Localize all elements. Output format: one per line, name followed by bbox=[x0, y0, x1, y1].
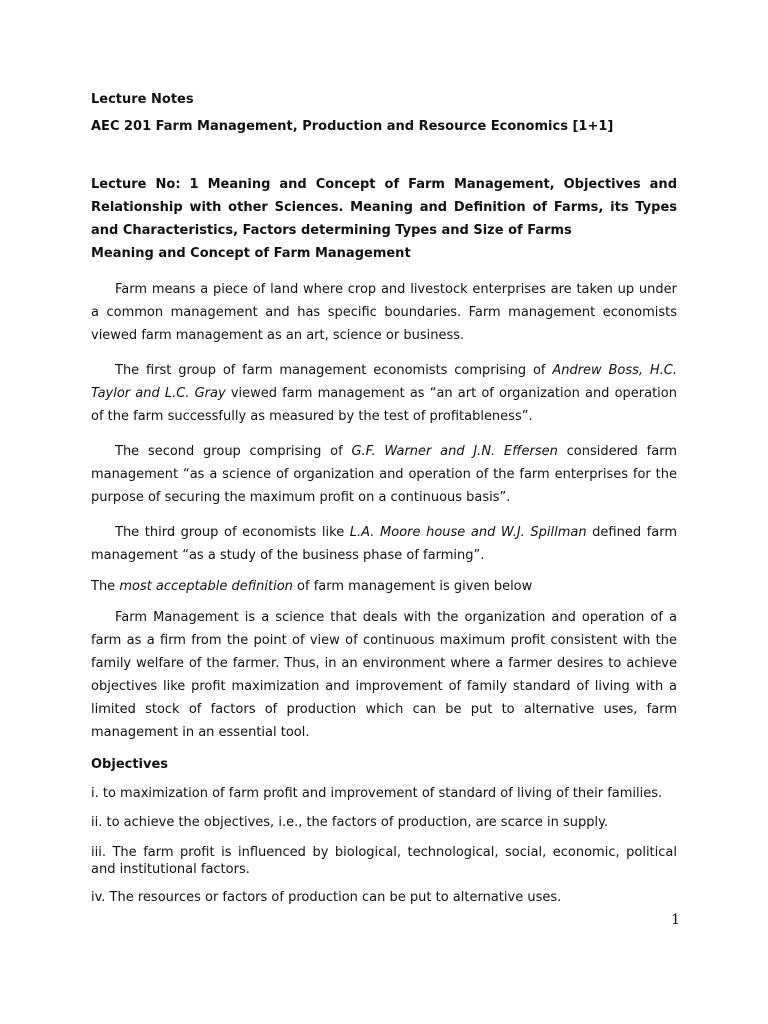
author-names: L.A. Moore house and W.J. Spillman bbox=[349, 525, 587, 540]
section-heading: Meaning and Concept of Farm Management bbox=[91, 246, 411, 261]
text-segment: The bbox=[91, 579, 120, 594]
text-segment: considered farm management “as a science of organization and operation of the farm enterprises for the purpose of securing the maximum profit on a continuous basis”. bbox=[91, 444, 678, 505]
objective-item: iv. The resources or factors of production can be put to alternative uses. bbox=[91, 890, 562, 905]
author-names: Andrew Boss, H.C. Taylor and L.C. Gray bbox=[91, 363, 677, 401]
document-label: Lecture Notes bbox=[91, 92, 194, 107]
course-title: AEC 201 Farm Management, Production and Resource Economics [1+1] bbox=[91, 119, 614, 134]
page-content bbox=[91, 90, 677, 909]
emphasis-text: most acceptable definition bbox=[119, 579, 293, 594]
text-segment: of farm management is given below bbox=[292, 579, 533, 594]
objective-item: ii. to achieve the objectives, i.e., the factors of production, are scarce in supply. bbox=[91, 815, 609, 830]
author-names: G.F. Warner and J.N. Effersen bbox=[351, 444, 558, 459]
paragraph-farm-definition: Farm means a piece of land where crop and livestock enterprises are taken up under a common management and has specific boundaries. Farm management economists viewed farm management as an art, science or business. bbox=[91, 282, 677, 343]
paragraph-third-group bbox=[91, 521, 677, 567]
page-number: 1 bbox=[671, 912, 680, 928]
objective-item: i. to maximization of farm profit and improvement of standard of living of their families. bbox=[91, 786, 663, 801]
text-segment: The first group of farm management economists comprising of bbox=[115, 363, 553, 378]
objectives-heading: Objectives bbox=[91, 757, 169, 772]
text-segment: defined farm management “as a study of the business phase of farming”. bbox=[91, 525, 678, 563]
objective-item: iii. The farm profit is influenced by biological, technological, social, economic, political and institutional factors. bbox=[91, 845, 677, 877]
paragraph-acceptable-definition bbox=[91, 575, 677, 598]
paragraph-second-group bbox=[91, 440, 677, 509]
paragraph-first-group bbox=[91, 359, 677, 428]
paragraph-farm-management-definition: Farm Management is a science that deals with the organization and operation of a farm as a firm from the point of view of continuous maximum profit consistent with the family welfare of the farmer. Thus, in an environment where a farmer desires to achieve objectives like profit maximization and improvement of family standard of living with a limited stock of factors of production which can be put to alternative uses, farm management in an essential tool. bbox=[91, 610, 677, 740]
lecture-heading: Lecture No: 1 Meaning and Concept of Farm Management, Objectives and Relationship with other Sciences. Meaning and Definition of Farms, its Types and Characteristics, Factors determining Types and Size of Farms bbox=[91, 177, 677, 238]
text-segment: viewed farm management as “an art of organization and operation of the farm successfully as measured by the test of profitableness”. bbox=[91, 386, 677, 424]
text-segment: The third group of economists like bbox=[115, 525, 350, 540]
text-segment: The second group comprising of bbox=[115, 444, 352, 459]
